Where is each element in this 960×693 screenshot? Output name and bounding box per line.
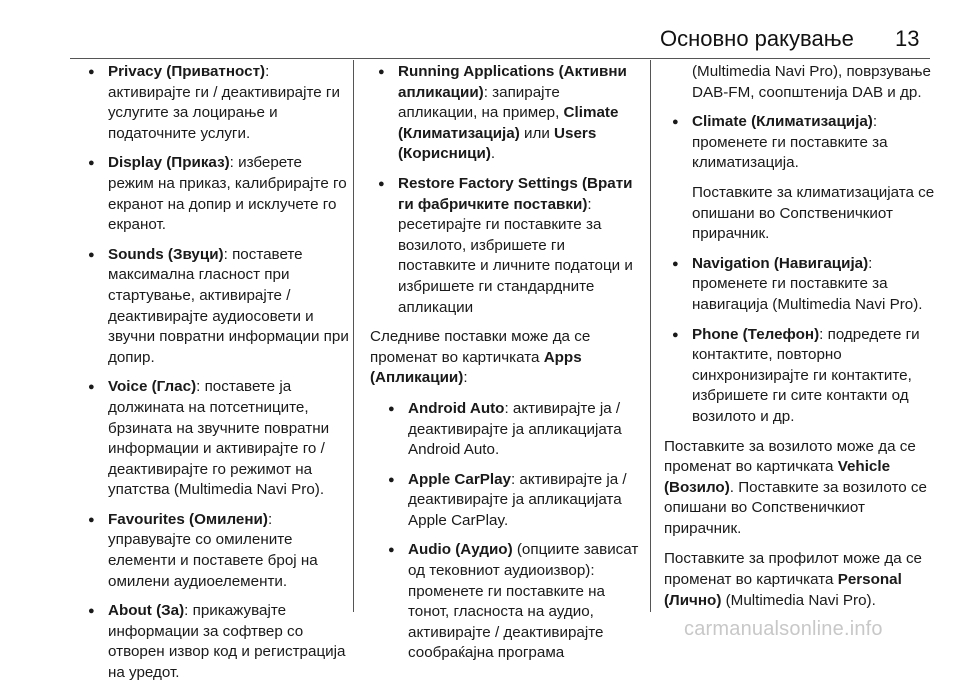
list-item: ● Restore Factory Settings (Врати ги фабричките поставки): ресетирајте ги поставките за возилото, избришете ги поставките и личните податоци и избришете ги стандардните апликации — [370, 174, 642, 318]
list-item: ● Apple CarPlay: активирајте ја / деактивирајте ја апликацијата Apple CarPlay. — [380, 470, 642, 532]
list-item: ● Voice (Глас): поставете ја должината на потсетниците, брзината на звучните повратни информации и активирајте го / деактивирајте го режимот на упатства (Multimedia Navi Pro). — [80, 377, 350, 501]
header-divider — [70, 58, 930, 59]
page-number: 13 — [895, 26, 920, 51]
paragraph: Поставките за возилото може да се променат во картичката Vehicle (Возило). Поставките за возилото се опишани во Сопственичкиот прирачник. — [664, 437, 927, 537]
note-text: Поставките за климатизацијата се опишани во Сопственичкиот прирачник. — [692, 183, 935, 243]
page-title: Основно ракување — [660, 26, 854, 51]
paragraph: Поставките за профилот може да се променат во картичката Personal (Лично) (Multimedia Navi Pro). — [664, 550, 922, 609]
column-divider-2 — [650, 60, 651, 612]
list-item: ● Navigation (Навигација): променете ги поставките за навигација (Multimedia Navi Pro). — [664, 254, 936, 316]
column-3 — [664, 62, 936, 621]
column-1 — [80, 62, 350, 693]
paragraph: Следниве поставки може да се променат во картичката Apps (Апликации): — [370, 328, 591, 387]
list-item: ● Privacy (Приватност): активирајте ги / деактивирајте ги услугите за лоцирање и податочните услуги. — [80, 62, 350, 144]
list-item: ● Display (Приказ): изберете режим на приказ, калибрирајте го екранот на допир и исклучете го екранот. — [80, 153, 350, 235]
watermark-text: carmanualsonline.info — [684, 618, 883, 640]
list-item: ● Sounds (Звуци): поставете максимална гласност при стартување, активирајте / деактивирајте аудиосовети и звучни повратни информации при допир. — [80, 245, 350, 369]
list-item: ● Phone (Телефон): подредете ги контактите, повторно синхронизирајте ги контактите, избришете ги сите контакти од возилото и др. — [664, 325, 936, 428]
list-item: ● Favourites (Омилени): управувајте со омилените елементи и поставете број на омилени аудиоелементи. — [80, 510, 350, 592]
list-item: ● About (За): прикажувајте информации за софтвер со отворен извор код и регистрација на уредот. — [80, 601, 350, 683]
column-2 — [370, 62, 642, 673]
continued-text: (Multimedia Navi Pro), поврзување DAB-FM, соопштенија DAB и др. — [692, 63, 931, 101]
list-item: ● Android Auto: активирајте ја / деактивирајте ја апликацијата Android Auto. — [380, 399, 642, 461]
list-item: ● Running Applications (Активни апликации): запирајте апликации, на пример, Climate (Климатизација) или Users (Корисници). — [370, 62, 642, 165]
column-divider-1 — [353, 60, 354, 612]
list-item: ● Climate (Климатизација): променете ги поставките за климатизација. — [664, 112, 936, 174]
list-item: ● Audio (Аудио) (опциите зависат од тековниот аудиоизвор): променете ги поставките на тонот, гласноста на аудио, активирајте / деактивирајте сообраќајна програма — [380, 540, 642, 664]
